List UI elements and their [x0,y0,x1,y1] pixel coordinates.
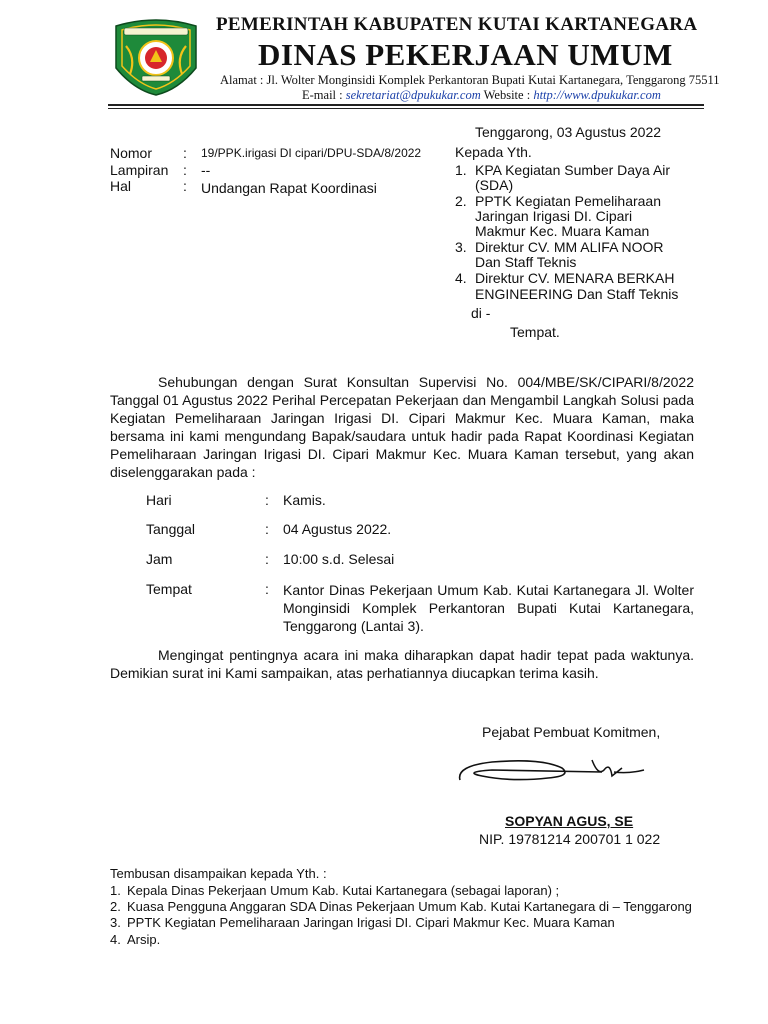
schedule-label-jam: Jam [146,551,173,567]
cc-number: 2. [110,899,121,914]
schedule-sep: : [265,551,269,567]
recipient-line: Jaringan Irigasi DI. Cipari [475,208,633,224]
cc-item: PPTK Kegiatan Pemeliharaan Jaringan Irigasi DI. Cipari Makmur Kec. Muara Kaman [127,915,615,930]
recipient-line: KPA Kegiatan Sumber Daya Air [475,162,671,178]
header-divider-thick [108,104,704,106]
schedule-value-tanggal: 04 Agustus 2022. [283,521,392,537]
recipient-line: Dan Staff Teknis [475,254,577,270]
cc-item: Kuasa Pengguna Anggaran SDA Dinas Pekerjaan Umum Kab. Kutai Kartanegara di – Tenggarong [127,899,692,914]
recipient-line: Makmur Kec. Muara Kaman [475,223,650,239]
place-date: Tenggarong, 03 Agustus 2022 [475,124,662,140]
kutai-kartanegara-emblem-icon [108,16,204,96]
recipient-line: PPTK Kegiatan Pemeliharaan [475,193,661,209]
recipient-tempat: Tempat. [510,324,560,340]
handwritten-signature [452,752,652,792]
signatory-name: SOPYAN AGUS, SE [505,813,634,829]
schedule-sep: : [265,521,269,537]
header-divider-thin [108,108,704,109]
recipient-line: (SDA) [475,177,514,193]
signatory-nip: NIP. 19781214 200701 1 022 [479,831,661,847]
cc-number: 4. [110,932,121,947]
website-label: Website : [483,88,531,102]
letterhead-address: Alamat : Jl. Wolter Monginsidi Komplek Perkantoran Bupati Kutai Kartanegara, Tenggarong 75511 [220,73,720,87]
recipient-line: Direktur CV. MENARA BERKAH [475,270,675,286]
meta-sep: : [183,178,187,194]
recipient-line: Direktur CV. MM ALIFA NOOR [475,239,664,255]
recipient-di: di - [471,305,491,321]
meta-label-nomor: Nomor [110,145,153,161]
schedule-value-hari: Kamis. [283,492,326,508]
schedule-sep: : [265,581,269,597]
meta-label-lampiran: Lampiran [110,162,169,178]
email-link[interactable]: sekretariat@dpukukar.com [345,88,481,102]
schedule-sep: : [265,492,269,508]
cc-header: Tembusan disampaikan kepada Yth. : [110,866,327,881]
meta-sep: : [183,145,187,161]
schedule-label-hari: Hari [146,492,172,508]
meta-value-hal: Undangan Rapat Koordinasi [201,180,377,196]
body-paragraph: Sehubungan dengan Surat Konsultan Supervisi No. 004/MBE/SK/CIPARI/8/2022 Tanggal 01 Agustus 2022 Perihal Percepatan Pekerjaan dan Mengambil Langkah Solusi pada Kegiatan Pemeliharaan Jaringan Irigasi DI. Cipari Makmur Kec. Muara Kaman, maka bersama ini kami mengundang Bapak/saudara untuk hadir pada Rapat Koordinasi Kegiatan Pemeliharaan Jaringan Irigasi DI. Cipari Makmur Kec. Muara Kaman tersebut, yang akan diselenggarakan pada : [110,374,694,480]
recipient-number: 4. [455,270,467,286]
schedule-value-tempat: Kantor Dinas Pekerjaan Umum Kab. Kutai Kartanegara Jl. Wolter Monginsidi Komplek Perkantoran Bupati Kutai Kartanegara, Tenggarong (Lantai 3). [283,582,694,634]
schedule-label-tempat: Tempat [146,581,192,597]
website-link[interactable]: http://www.dpukukar.com [533,88,661,102]
meta-label-hal: Hal [110,178,132,194]
closing-paragraph: Mengingat pentingnya acara ini maka diharapkan dapat hadir tepat pada waktunya. Demikian surat ini Kami sampaikan, atas perhatiannya diucapkan terima kasih. [110,647,694,681]
cc-number: 1. [110,883,121,898]
meta-sep: : [183,162,187,178]
recipient-number: 3. [455,239,467,255]
cc-item: Arsip. [127,932,161,947]
letterhead-government-name: PEMERINTAH KABUPATEN KUTAI KARTANEGARA [216,14,698,35]
email-label: E-mail : [302,88,343,102]
signatory-title: Pejabat Pembuat Komitmen, [482,724,661,740]
letterhead-department-name: DINAS PEKERJAAN UMUM [258,37,673,72]
cc-item: Kepala Dinas Pekerjaan Umum Kab. Kutai Kartanegara (sebagai laporan) ; [127,883,560,898]
schedule-label-tanggal: Tanggal [146,521,196,537]
cc-number: 3. [110,915,121,930]
letterhead-contact [302,88,661,103]
recipient-number: 1. [455,162,467,178]
recipient-number: 2. [455,193,467,209]
meta-value-nomor: 19/PPK.irigasi DI cipari/DPU-SDA/8/2022 [201,146,422,160]
recipient-line: ENGINEERING Dan Staff Teknis [475,286,679,302]
meta-value-lampiran: -- [201,162,211,178]
schedule-value-jam: 10:00 s.d. Selesai [283,551,395,567]
recipient-header: Kepada Yth. [455,144,532,160]
